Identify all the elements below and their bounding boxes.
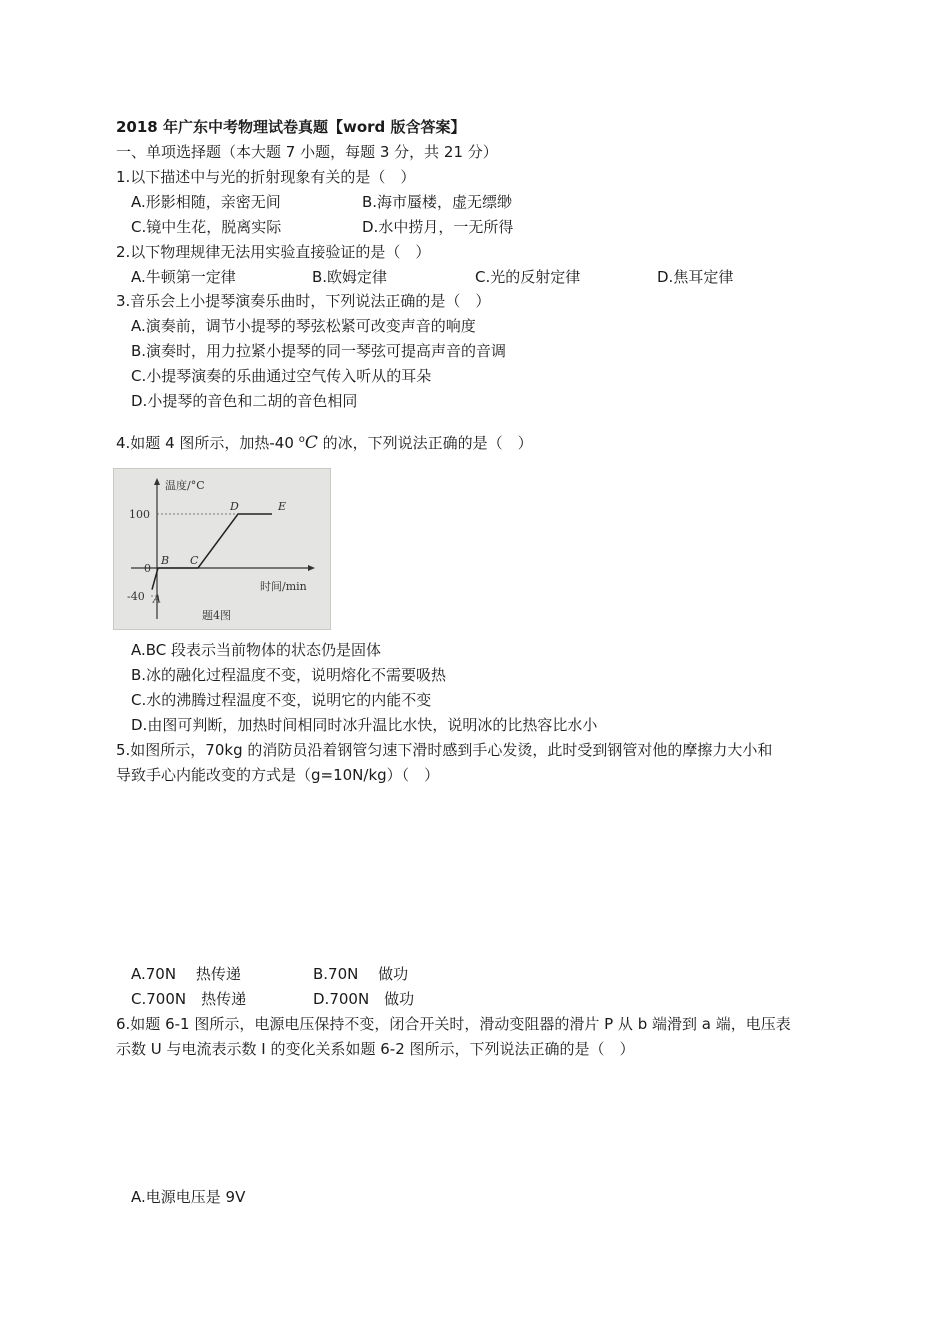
- temperature-curve: [152, 514, 272, 590]
- question-2-stem: 2.以下物理规律无法用实验直接验证的是（ ）: [116, 243, 431, 261]
- x-axis-label: 时间/min: [260, 580, 307, 593]
- question-5-option-a: A.70N 热传递: [131, 965, 241, 983]
- question-4-stem-text: 4.如题 4 图所示，加热-40: [116, 434, 294, 452]
- question-4-option-a: A.BC 段表示当前物体的状态仍是固体: [131, 641, 382, 659]
- figure-4-svg: [114, 469, 330, 629]
- figure-caption: 题4图: [202, 609, 231, 622]
- question-3-stem: 3.音乐会上小提琴演奏乐曲时，下列说法正确的是（ ）: [116, 292, 491, 310]
- celsius-unit: C: [304, 433, 318, 453]
- point-label-e: E: [278, 500, 287, 513]
- point-label-d: D: [230, 500, 239, 513]
- y-tick-0: 0: [144, 562, 151, 575]
- question-3-option-d: D.小提琴的音色和二胡的音色相同: [131, 392, 358, 410]
- question-4-option-b: B.冰的融化过程温度不变，说明熔化不需要吸热: [131, 666, 447, 684]
- question-3-option-b: B.演奏时，用力拉紧小提琴的同一琴弦可提高声音的音调: [131, 342, 507, 360]
- degree-mark: o: [298, 434, 305, 445]
- question-6-stem-line-1: 6.如题 6-1 图所示，电源电压保持不变，闭合开关时，滑动变阻器的滑片 P 从 b 端滑到 a 端，电压表: [116, 1015, 791, 1033]
- question-1-stem: 1.以下描述中与光的折射现象有关的是（ ）: [116, 168, 416, 186]
- point-label-b: B: [161, 554, 170, 567]
- question-4-option-c: C.水的沸腾过程温度不变，说明它的内能不变: [131, 691, 432, 709]
- point-label-c: C: [190, 554, 199, 567]
- question-1-option-b: B.海市蜃楼，虚无缥缈: [362, 193, 513, 211]
- question-6-option-a: A.电源电压是 9V: [131, 1188, 246, 1206]
- y-tick-neg40: -40: [127, 590, 145, 603]
- y-axis-arrow: [154, 478, 160, 485]
- point-label-a: A: [153, 592, 161, 606]
- question-5-option-c: C.700N 热传递: [131, 990, 247, 1008]
- question-5-option-b: B.70N 做功: [313, 965, 409, 983]
- question-4-option-d: D.由图可判断，加热时间相同时冰升温比水快，说明冰的比热容比水小: [131, 716, 598, 734]
- question-4-stem: [116, 430, 533, 453]
- x-axis-arrow: [308, 565, 315, 571]
- question-5-option-d: D.700N 做功: [313, 990, 415, 1008]
- question-2-option-d: D.焦耳定律: [657, 268, 734, 286]
- question-3-option-c: C.小提琴演奏的乐曲通过空气传入听从的耳朵: [131, 367, 432, 385]
- y-tick-100: 100: [129, 508, 150, 521]
- y-axis-label: 温度/°C: [165, 479, 205, 492]
- question-1-option-d: D.水中捞月，一无所得: [362, 218, 514, 236]
- question-5-stem-line-1: 5.如图所示，70kg 的消防员沿着钢管匀速下滑时感到手心发烫，此时受到钢管对他的摩擦力大小和: [116, 741, 773, 759]
- question-5-stem-line-2: 导致手心内能改变的方式是（g=10N/kg）（ ）: [116, 766, 440, 784]
- question-1-option-a: A.形影相随，亲密无间: [131, 193, 281, 211]
- section-heading: 一、单项选择题（本大题 7 小题，每题 3 分，共 21 分）: [116, 143, 498, 161]
- question-3-option-a: A.演奏前，调节小提琴的琴弦松紧可改变声音的响度: [131, 317, 476, 335]
- question-2-option-a: A.牛顿第一定律: [131, 268, 236, 286]
- figure-4-chart: [113, 468, 331, 630]
- question-6-stem-line-2: 示数 U 与电流表示数 I 的变化关系如题 6-2 图所示，下列说法正确的是（ ）: [116, 1040, 635, 1058]
- document-title: 2018 年广东中考物理试卷真题【word 版含答案】: [116, 118, 466, 136]
- question-4-stem-tail: 的冰，下列说法正确的是（ ）: [322, 434, 533, 452]
- question-1-option-c: C.镜中生花，脱离实际: [131, 218, 282, 236]
- question-2-option-b: B.欧姆定律: [312, 268, 388, 286]
- question-2-option-c: C.光的反射定律: [475, 268, 581, 286]
